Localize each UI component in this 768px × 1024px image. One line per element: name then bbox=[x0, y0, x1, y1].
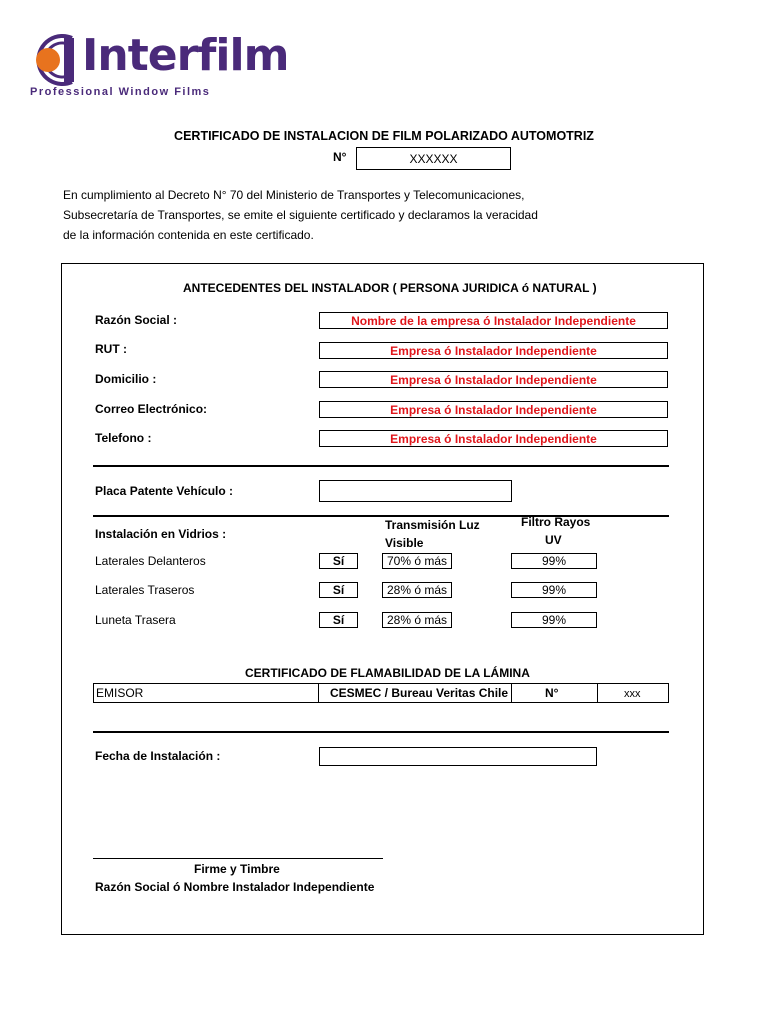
intro-line-2: Subsecretaría de Transportes, se emite el siguiente certificado y declaramos la veracidad bbox=[63, 208, 538, 222]
install-date-label: Fecha de Instalación : bbox=[95, 749, 221, 763]
rear-window-uv-field[interactable]: 99% bbox=[511, 612, 597, 628]
intro-line-3: de la información contenida en este certificado. bbox=[63, 228, 314, 242]
interfilm-logo-icon bbox=[28, 34, 76, 86]
rear-sides-yes-box[interactable]: Sí bbox=[319, 582, 358, 598]
signature-subcaption: Razón Social ó Nombre Instalador Independiente bbox=[95, 880, 375, 894]
installer-section-title: ANTECEDENTES DEL INSTALADOR ( PERSONA JURIDICA ó NATURAL ) bbox=[183, 281, 597, 295]
form-frame bbox=[61, 263, 704, 935]
table-divider bbox=[597, 683, 598, 703]
divider-3 bbox=[93, 731, 669, 733]
brand-tagline: Professional Window Films bbox=[30, 86, 211, 98]
flammability-number-value[interactable]: xxx bbox=[624, 688, 641, 700]
rear-window-transmission-field[interactable]: 28% ó más bbox=[382, 612, 452, 628]
table-divider bbox=[511, 683, 512, 703]
uv-header-2: UV bbox=[545, 533, 562, 547]
table-divider bbox=[318, 683, 319, 703]
rut-field[interactable]: Empresa ó Instalador Independiente bbox=[319, 342, 668, 359]
glass-row-label: Luneta Trasera bbox=[95, 613, 176, 627]
razon-social-field[interactable]: Nombre de la empresa ó Instalador Independiente bbox=[319, 312, 668, 329]
brand-name: Interfilm bbox=[82, 30, 289, 81]
rear-sides-uv-field[interactable]: 99% bbox=[511, 582, 597, 598]
certificate-title: CERTIFICADO DE INSTALACION DE FILM POLARIZADO AUTOMOTRIZ bbox=[174, 129, 594, 143]
rear-sides-transmission-field[interactable]: 28% ó más bbox=[382, 582, 452, 598]
transmission-header-1: Transmisión Luz bbox=[385, 518, 480, 532]
issuer-label: EMISOR bbox=[96, 686, 144, 700]
rut-label: RUT : bbox=[95, 342, 127, 356]
issuer-value[interactable]: CESMEC / Bureau Veritas Chile bbox=[330, 686, 509, 700]
signature-line bbox=[93, 858, 383, 859]
flammability-title: CERTIFICADO DE FLAMABILIDAD DE LA LÁMINA bbox=[245, 666, 530, 680]
plate-field[interactable] bbox=[319, 480, 512, 502]
install-date-field[interactable] bbox=[319, 747, 597, 766]
signature-caption: Firme y Timbre bbox=[194, 862, 280, 876]
email-field[interactable]: Empresa ó Instalador Independiente bbox=[319, 401, 668, 418]
domicilio-field[interactable]: Empresa ó Instalador Independiente bbox=[319, 371, 668, 388]
telefono-label: Telefono : bbox=[95, 431, 152, 445]
uv-header-1: Filtro Rayos bbox=[521, 515, 591, 529]
front-sides-uv-field[interactable]: 99% bbox=[511, 553, 597, 569]
intro-line-1: En cumplimiento al Decreto N° 70 del Ministerio de Transportes y Telecomunicaciones, bbox=[63, 188, 525, 202]
transmission-header-2: Visible bbox=[385, 536, 424, 550]
flammability-number-label: N° bbox=[545, 686, 559, 700]
glass-row-label: Laterales Delanteros bbox=[95, 554, 206, 568]
plate-label: Placa Patente Vehículo : bbox=[95, 484, 234, 498]
certificate-number-field[interactable]: XXXXXX bbox=[356, 147, 511, 170]
email-label: Correo Electrónico: bbox=[95, 402, 208, 416]
front-sides-yes-box[interactable]: Sí bbox=[319, 553, 358, 569]
certificate-number-label: N° bbox=[333, 150, 347, 164]
telefono-field[interactable]: Empresa ó Instalador Independiente bbox=[319, 430, 668, 447]
domicilio-label: Domicilio : bbox=[95, 372, 157, 386]
glass-row-label: Laterales Traseros bbox=[95, 583, 195, 597]
razon-social-label: Razón Social : bbox=[95, 313, 178, 327]
glass-section-label: Instalación en Vidrios : bbox=[95, 527, 227, 541]
rear-window-yes-box[interactable]: Sí bbox=[319, 612, 358, 628]
divider-1 bbox=[93, 465, 669, 467]
front-sides-transmission-field[interactable]: 70% ó más bbox=[382, 553, 452, 569]
